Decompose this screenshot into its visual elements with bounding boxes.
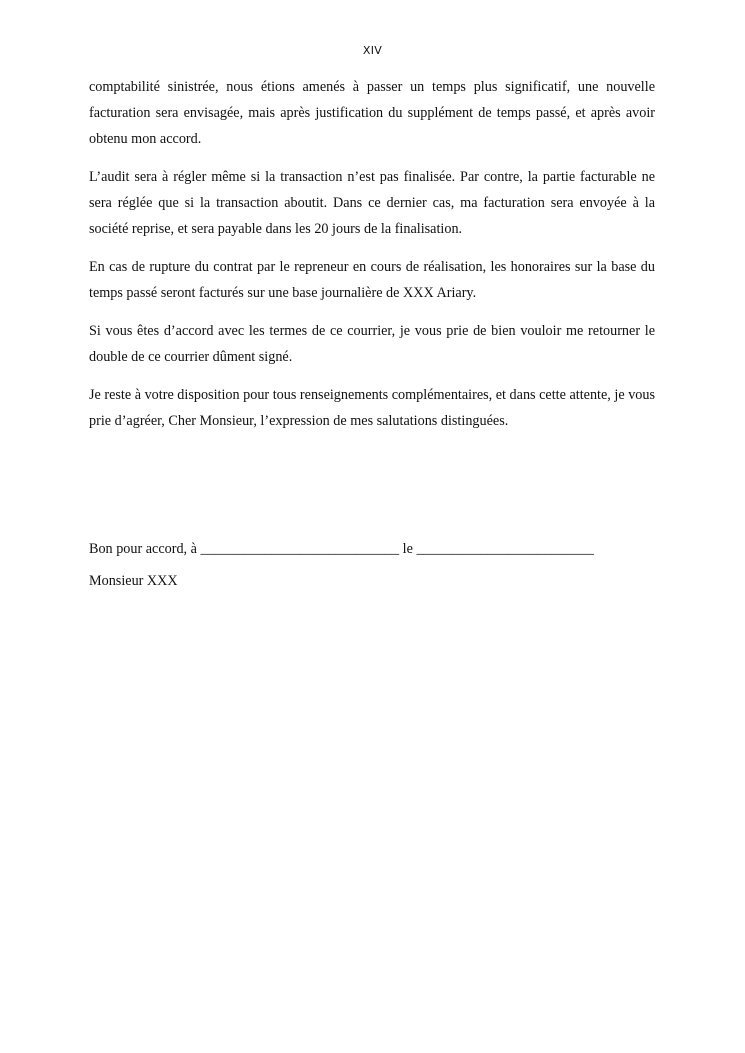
paragraph-agreement-request: Si vous êtes d’accord avec les termes de ce courrier, je vous prie de bien vouloir me retourner le double de ce courrier dûment signé. [89,323,655,365]
paragraph-closing: Je reste à votre disposition pour tous renseignements complémentaires, et dans cette attente, je vous prie d’agréer, Cher Monsieur, l’expression de mes salutations distinguées. [89,387,655,429]
paragraph-contract-termination: En cas de rupture du contrat par le repreneur en cours de réalisation, les honoraires sur la base du temps passé seront facturés sur une base journalière de XXX Ariary. [89,259,655,301]
signatory-name: Monsieur XXX [89,573,178,589]
letter-body [89,74,655,446]
agreement-line: Bon pour accord, à ____________________________ le _________________________ [89,541,594,557]
signature-block [89,536,655,600]
paragraph-audit-payment: L’audit sera à régler même si la transaction n’est pas finalisée. Par contre, la partie facturable ne sera réglée que si la transaction aboutit. Dans ce dernier cas, ma facturation sera envoyée à la société reprise, et sera payable dans les 20 jours de la finalisation. [89,169,655,237]
paragraph-billing: comptabilité sinistrée, nous étions amenés à passer un temps plus significatif, une nouvelle facturation sera envisagée, mais après justification du supplément de temps passé, et après avoir obtenu mon accord. [89,79,655,147]
page-number: XIV [362,44,383,57]
